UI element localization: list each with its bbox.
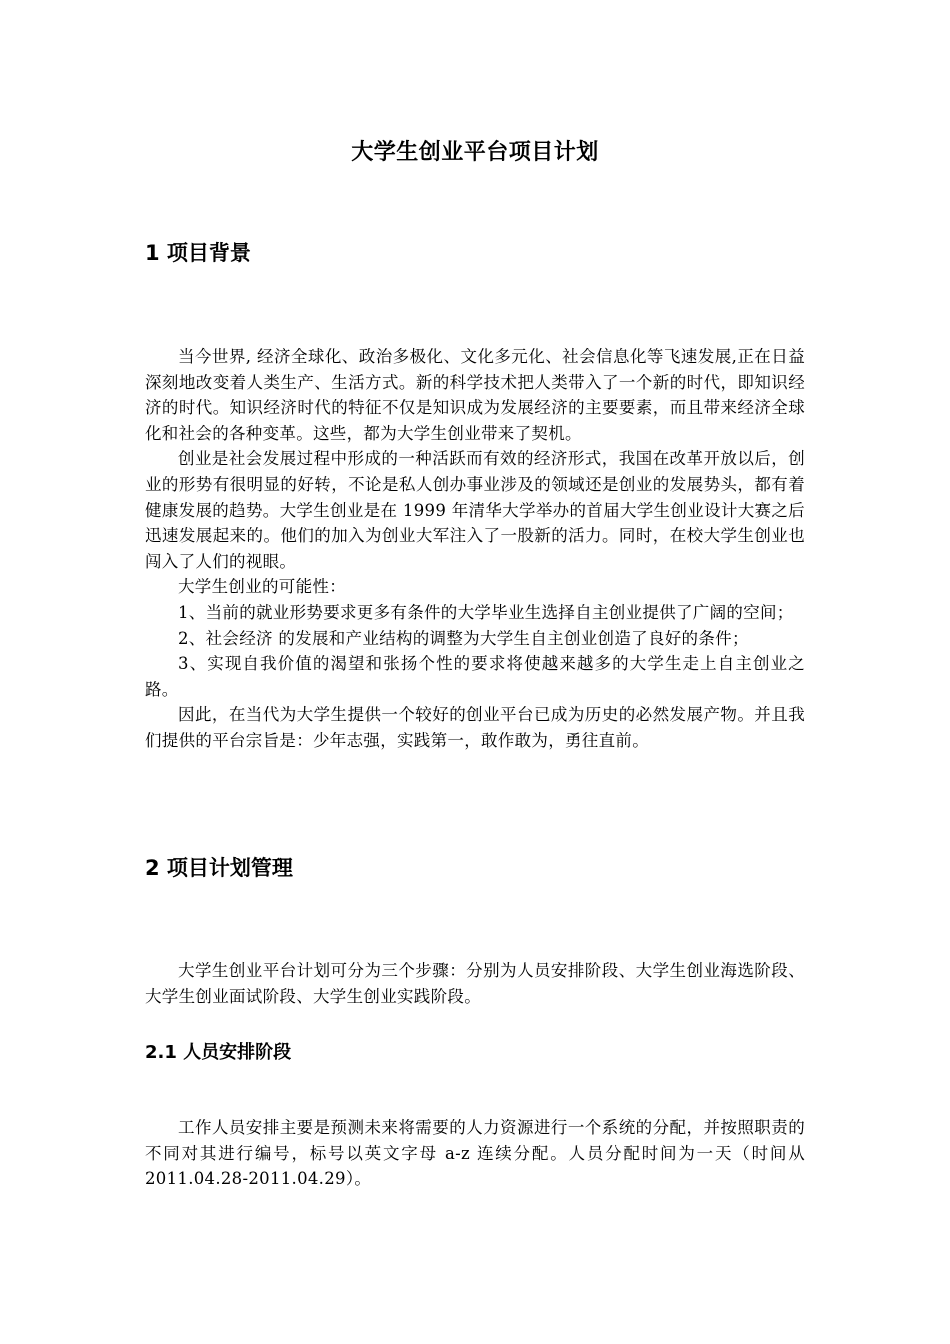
subsection-body-staffing [145,1115,805,1192]
list-item: 3、实现自我价值的渴望和张扬个性的要求将使越来越多的大学生走上自主创业之路。 [145,654,805,699]
section-body-background [145,344,805,754]
section-heading-plan-management: 2 项目计划管理 [145,856,293,880]
list-item: 1、当前的就业形势要求更多有条件的大学毕业生选择自主创业提供了广阔的空间； [178,602,794,622]
section-body-plan-management [145,958,805,1009]
document-title: 大学生创业平台项目计划 [351,140,599,165]
paragraph: 大学生创业平台计划可分为三个步骤：分别为人员安排阶段、大学生创业海选阶段、大学生创业面试阶段、大学生创业实践阶段。 [145,961,805,1006]
list-item: 2、社会经济 的发展和产业结构的调整为大学生自主创业创造了良好的条件； [178,628,749,648]
subsection-heading-staffing: 2.1 人员安排阶段 [145,1042,292,1063]
paragraph: 因此，在当代为大学生提供一个较好的创业平台已成为历史的必然发展产物。并且我们提供的平台宗旨是：少年志强，实践第一，敢作敢为，勇往直前。 [145,705,805,750]
paragraph: 大学生创业的可能性： [178,577,346,597]
section-heading-background: 1 项目背景 [145,241,251,265]
paragraph: 当今世界, 经济全球化、政治多极化、文化多元化、社会信息化等飞速发展,正在日益深刻地改变着人类生产、生活方式。新的科学技术把人类带入了一个新的时代，即知识经济的时代。知识经济时代的特征不仅是知识成为发展经济的主要要素，而且带来经济全球化和社会的各种变革。这些，都为大学生创业带来了契机。 [145,347,805,443]
paragraph: 创业是社会发展过程中形成的一种活跃而有效的经济形式，我国在改革开放以后，创业的形势有很明显的好转，不论是私人创办事业涉及的领域还是创业的发展势头，都有着健康发展的趋势。大学生创业是在 1999 年清华大学举办的首届大学生创业设计大赛之后迅速发展起来的。他们的加入为创业大军注入了一股新的活力。同时，在校大学生创业也闯入了人们的视眼。 [145,449,805,571]
paragraph: 工作人员安排主要是预测未来将需要的人力资源进行一个系统的分配，并按照职责的不同对其进行编号，标号以英文字母 a-z 连续分配。人员分配时间为一天（时间从 2011.04.28-2011.04.29）。 [145,1118,805,1189]
